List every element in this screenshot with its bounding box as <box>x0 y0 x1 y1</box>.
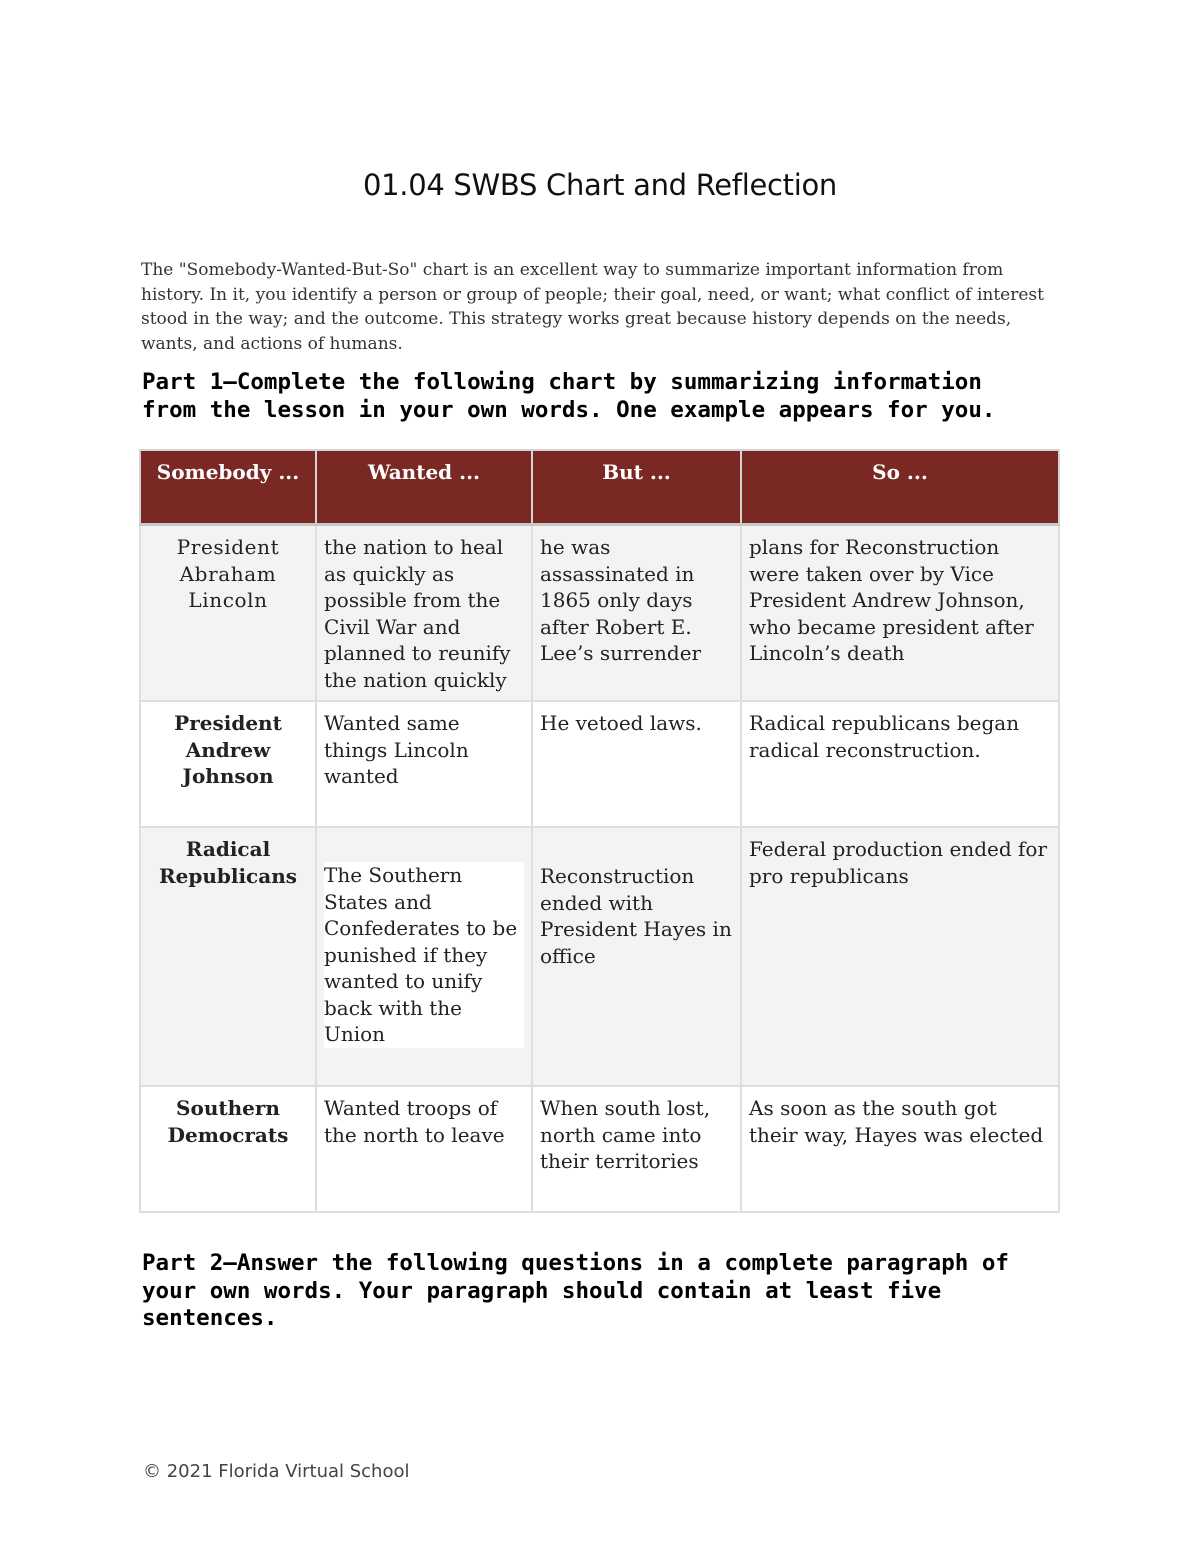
cell-so: plans for Reconstruction were taken over by Vice President Andrew Johnson, who became president after Lincoln’s death <box>741 525 1059 702</box>
table-row <box>140 1086 1059 1212</box>
cell-wanted-text: The Southern States and Confederates to be punished if they wanted to unify back with the Union <box>324 862 524 1048</box>
table-row <box>140 701 1059 827</box>
cell-somebody: President Andrew Johnson <box>140 701 316 827</box>
cell-wanted: the nation to heal as quickly as possible from the Civil War and planned to reunify the nation quickly <box>316 525 532 702</box>
header-but: But ... <box>532 450 741 525</box>
part1-heading: Part 1–Complete the following chart by summarizing information from the lesson in your own words. One example appears for you. <box>142 369 996 423</box>
cell-so: As soon as the south got their way, Hayes was elected <box>741 1086 1059 1212</box>
page-title: 01.04 SWBS Chart and Reflection <box>362 168 837 202</box>
copyright-footer: © 2021 Florida Virtual School <box>143 1461 410 1482</box>
table-row <box>140 827 1059 1086</box>
header-row <box>140 450 1059 525</box>
cell-somebody: Radical Republicans <box>140 827 316 1086</box>
cell-wanted: Wanted same things Lincoln wanted <box>316 701 532 827</box>
header-somebody: Somebody ... <box>140 450 316 525</box>
cell-but-text: Reconstruction ended with President Hayes in office <box>540 864 732 968</box>
cell-wanted: Wanted troops of the north to leave <box>316 1086 532 1212</box>
cell-but: When south lost, north came into their territories <box>532 1086 741 1212</box>
cell-but: he was assassinated in 1865 only days after Robert E. Lee’s surrender <box>532 525 741 702</box>
cell-wanted <box>316 827 532 1086</box>
header-wanted: Wanted ... <box>316 450 532 525</box>
swbs-chart <box>139 449 1060 1213</box>
cell-so: Radical republicans began radical reconstruction. <box>741 701 1059 827</box>
part2-heading: Part 2–Answer the following questions in a complete paragraph of your own words. Your paragraph should contain at least five sentences. <box>142 1250 1009 1331</box>
cell-somebody: President Abraham Lincoln <box>140 525 316 702</box>
cell-but: He vetoed laws. <box>532 701 741 827</box>
cell-somebody: Southern Democrats <box>140 1086 316 1212</box>
table-row <box>140 525 1059 702</box>
intro-paragraph: The "Somebody-Wanted-But-So" chart is an excellent way to summarize important information from history. In it, you identify a person or group of people; their goal, need, or want; what conflict of interest stood in the way; and the outcome. This strategy works great because history depends on the needs, wants, and actions of humans. <box>141 260 1044 354</box>
cell-so: Federal production ended for pro republicans <box>741 827 1059 1086</box>
cell-but <box>532 827 741 1086</box>
header-so: So ... <box>741 450 1059 525</box>
